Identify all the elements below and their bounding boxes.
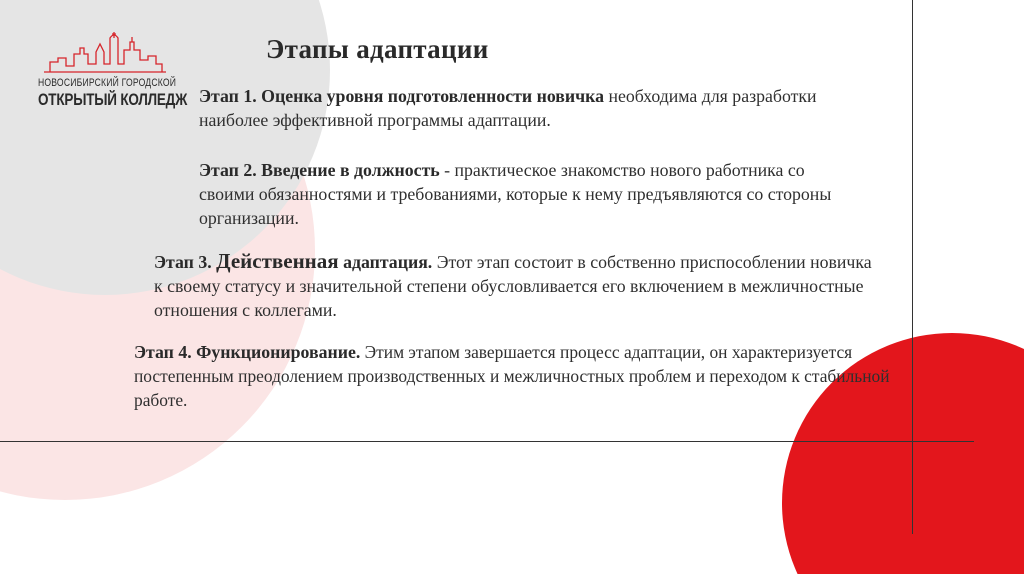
stage-3-lead-suffix: адаптация. xyxy=(338,252,433,272)
stage-3-lead-big: Действенная xyxy=(216,249,339,273)
stage-3-paragraph xyxy=(154,249,874,322)
skyline-logo-icon xyxy=(44,28,166,74)
stage-4-lead: Этап 4. Функционирование. xyxy=(134,342,361,362)
stage-2-text: - практическое знакомство нового работника со своими обязанностями и требованиями, которые к нему предъявляются со стороны организации. xyxy=(199,160,832,228)
college-logo xyxy=(38,28,188,112)
logo-text-line1: НОВОСИБИРСКИЙ ГОРОДСКОЙ xyxy=(38,76,177,89)
stage-1-lead: Этап 1. Оценка уровня подготовленности новичка xyxy=(199,86,605,106)
stage-3-lead-prefix: Этап 3. xyxy=(154,252,217,272)
stage-1-text: необходима для разработки наиболее эффективной программы адаптации. xyxy=(199,86,817,130)
stage-2-paragraph xyxy=(199,158,859,230)
stage-4-text: Этим этапом завершается процесс адаптации, он характеризуется постепенным преодолением производственных и межличностных проблем и переходом к стабильной работе. xyxy=(134,342,890,410)
stage-4-paragraph xyxy=(134,340,914,412)
stage-2-lead: Этап 2. Введение в должность xyxy=(199,160,440,180)
vertical-divider xyxy=(912,0,913,534)
stage-1-paragraph xyxy=(199,84,859,132)
logo-text-line2: ОТКРЫТЫЙ КОЛЛЕДЖ xyxy=(38,90,188,109)
horizontal-divider xyxy=(0,441,974,442)
stage-3-text: Этот этап состоит в собственно приспособлении новичка к своему статусу и значительной степени обусловливается его включением в межличностные отношения с коллегами. xyxy=(154,252,872,320)
slide-title: Этапы адаптации xyxy=(266,34,489,64)
